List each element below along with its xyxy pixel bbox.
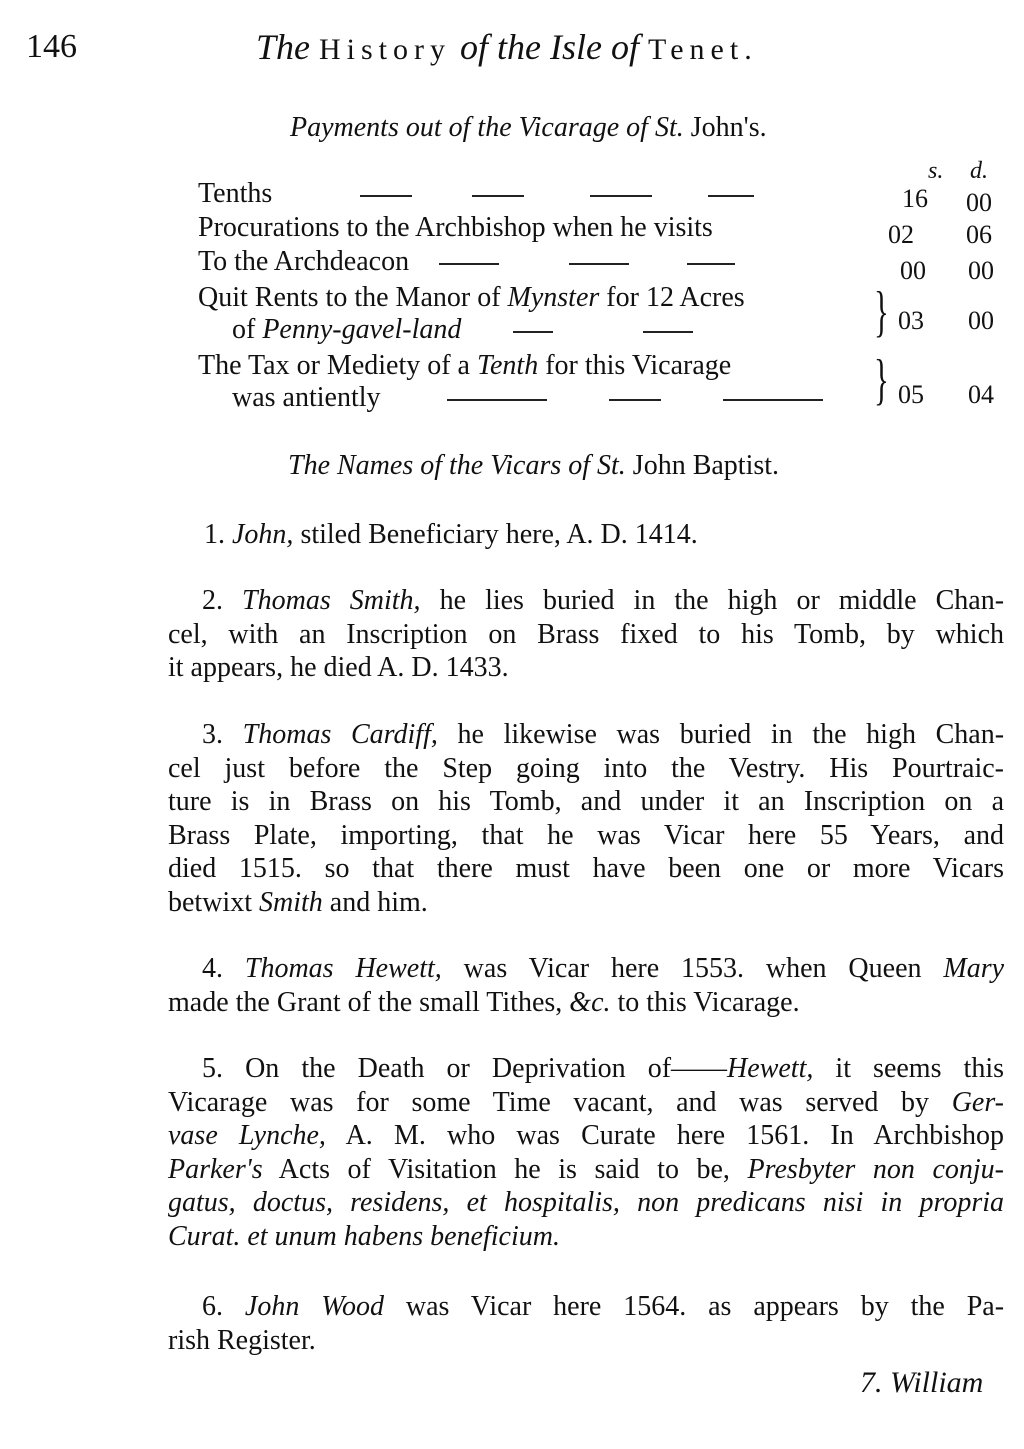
- tax-shillings: 05: [898, 380, 924, 409]
- col-shillings-head: s.: [928, 158, 944, 184]
- archdeacon-pence: 00: [968, 256, 994, 285]
- payment-row-quit-rents: Quit Rents to the Manor of Mynster for 12 Acres: [198, 282, 745, 313]
- vicar-entry-3: 3. Thomas Cardiff, he likewise was buried in the high Chan- cel just before the Step going into the Vestry. His Pourtraic- ture is in Brass on his Tomb, and under it an Inscription on a Brass Plate, importing, that he was Vicar here 55 Years, and died 1515. so that there must have been one or more Vicars betwixt Smith and him.: [168, 719, 1005, 918]
- brace-quit-rents: }: [874, 281, 889, 343]
- vicars-heading: The Names of the Vicars of St. John Baptist.: [288, 450, 780, 481]
- vicar-entry-5: 5. On the Death or Deprivation of——Hewett, it seems this Vicarage was for some Time vacant, and was served by Ger- vase Lynche, A. M. who was Curate here 1561. In Archbishop Parker's Acts of Visitation he is said to be, Presbyter non conju- gatus, doctus, residens, et hospitalis, non predicans nisi in propria Curat. et unum habens beneficium.: [168, 1053, 1004, 1252]
- vicar-entry-6: 6. John Wood was Vicar here 1564. as appears by the Pa- rish Register.: [168, 1291, 1005, 1356]
- archdeacon-shillings: 00: [900, 256, 926, 285]
- vicar-entry-4: 4. Thomas Hewett, was Vicar here 1553. when Queen Mary made the Grant of the small Tithes, &c. to this Vicarage.: [168, 953, 1005, 1018]
- payment-row-procurations: Procurations to the Archbishop when he visits: [198, 212, 713, 243]
- payments-heading: Payments out of the Vicarage of St. John's.: [290, 112, 767, 143]
- vicar-entry-1: 1. John, stiled Beneficiary here, A. D. 1414.: [204, 519, 698, 550]
- payment-row-tenths: Tenths: [198, 178, 772, 210]
- brace-tax: }: [874, 349, 889, 411]
- catchword: 7. William: [860, 1366, 984, 1399]
- vicar-entry-2: 2. Thomas Smith, he lies buried in the high or middle Chan- cel, with an Inscription on Brass fixed to his Tomb, by which it appears, he died A. D. 1433.: [168, 585, 1005, 683]
- payment-row-quit-rents-cont: of Penny-gavel-land: [232, 314, 711, 346]
- tenths-pence: 00: [966, 188, 992, 217]
- payment-row-archdeacon: To the Archdeacon: [198, 246, 753, 278]
- quit-rents-shillings: 03: [898, 306, 924, 335]
- quit-rents-pence: 00: [968, 306, 994, 335]
- payment-row-tax-cont: was antiently: [232, 382, 841, 414]
- tenths-shillings: 16: [902, 184, 928, 213]
- procurations-pence: 06: [966, 220, 992, 249]
- tax-pence: 04: [968, 380, 994, 409]
- page-number: 146: [26, 28, 77, 65]
- running-head: The History of the Isle of Tenet.: [256, 27, 758, 67]
- col-pence-head: d.: [970, 158, 988, 184]
- procurations-shillings: 02: [888, 220, 914, 249]
- payment-row-tax: The Tax or Mediety of a Tenth for this Vicarage: [198, 350, 732, 381]
